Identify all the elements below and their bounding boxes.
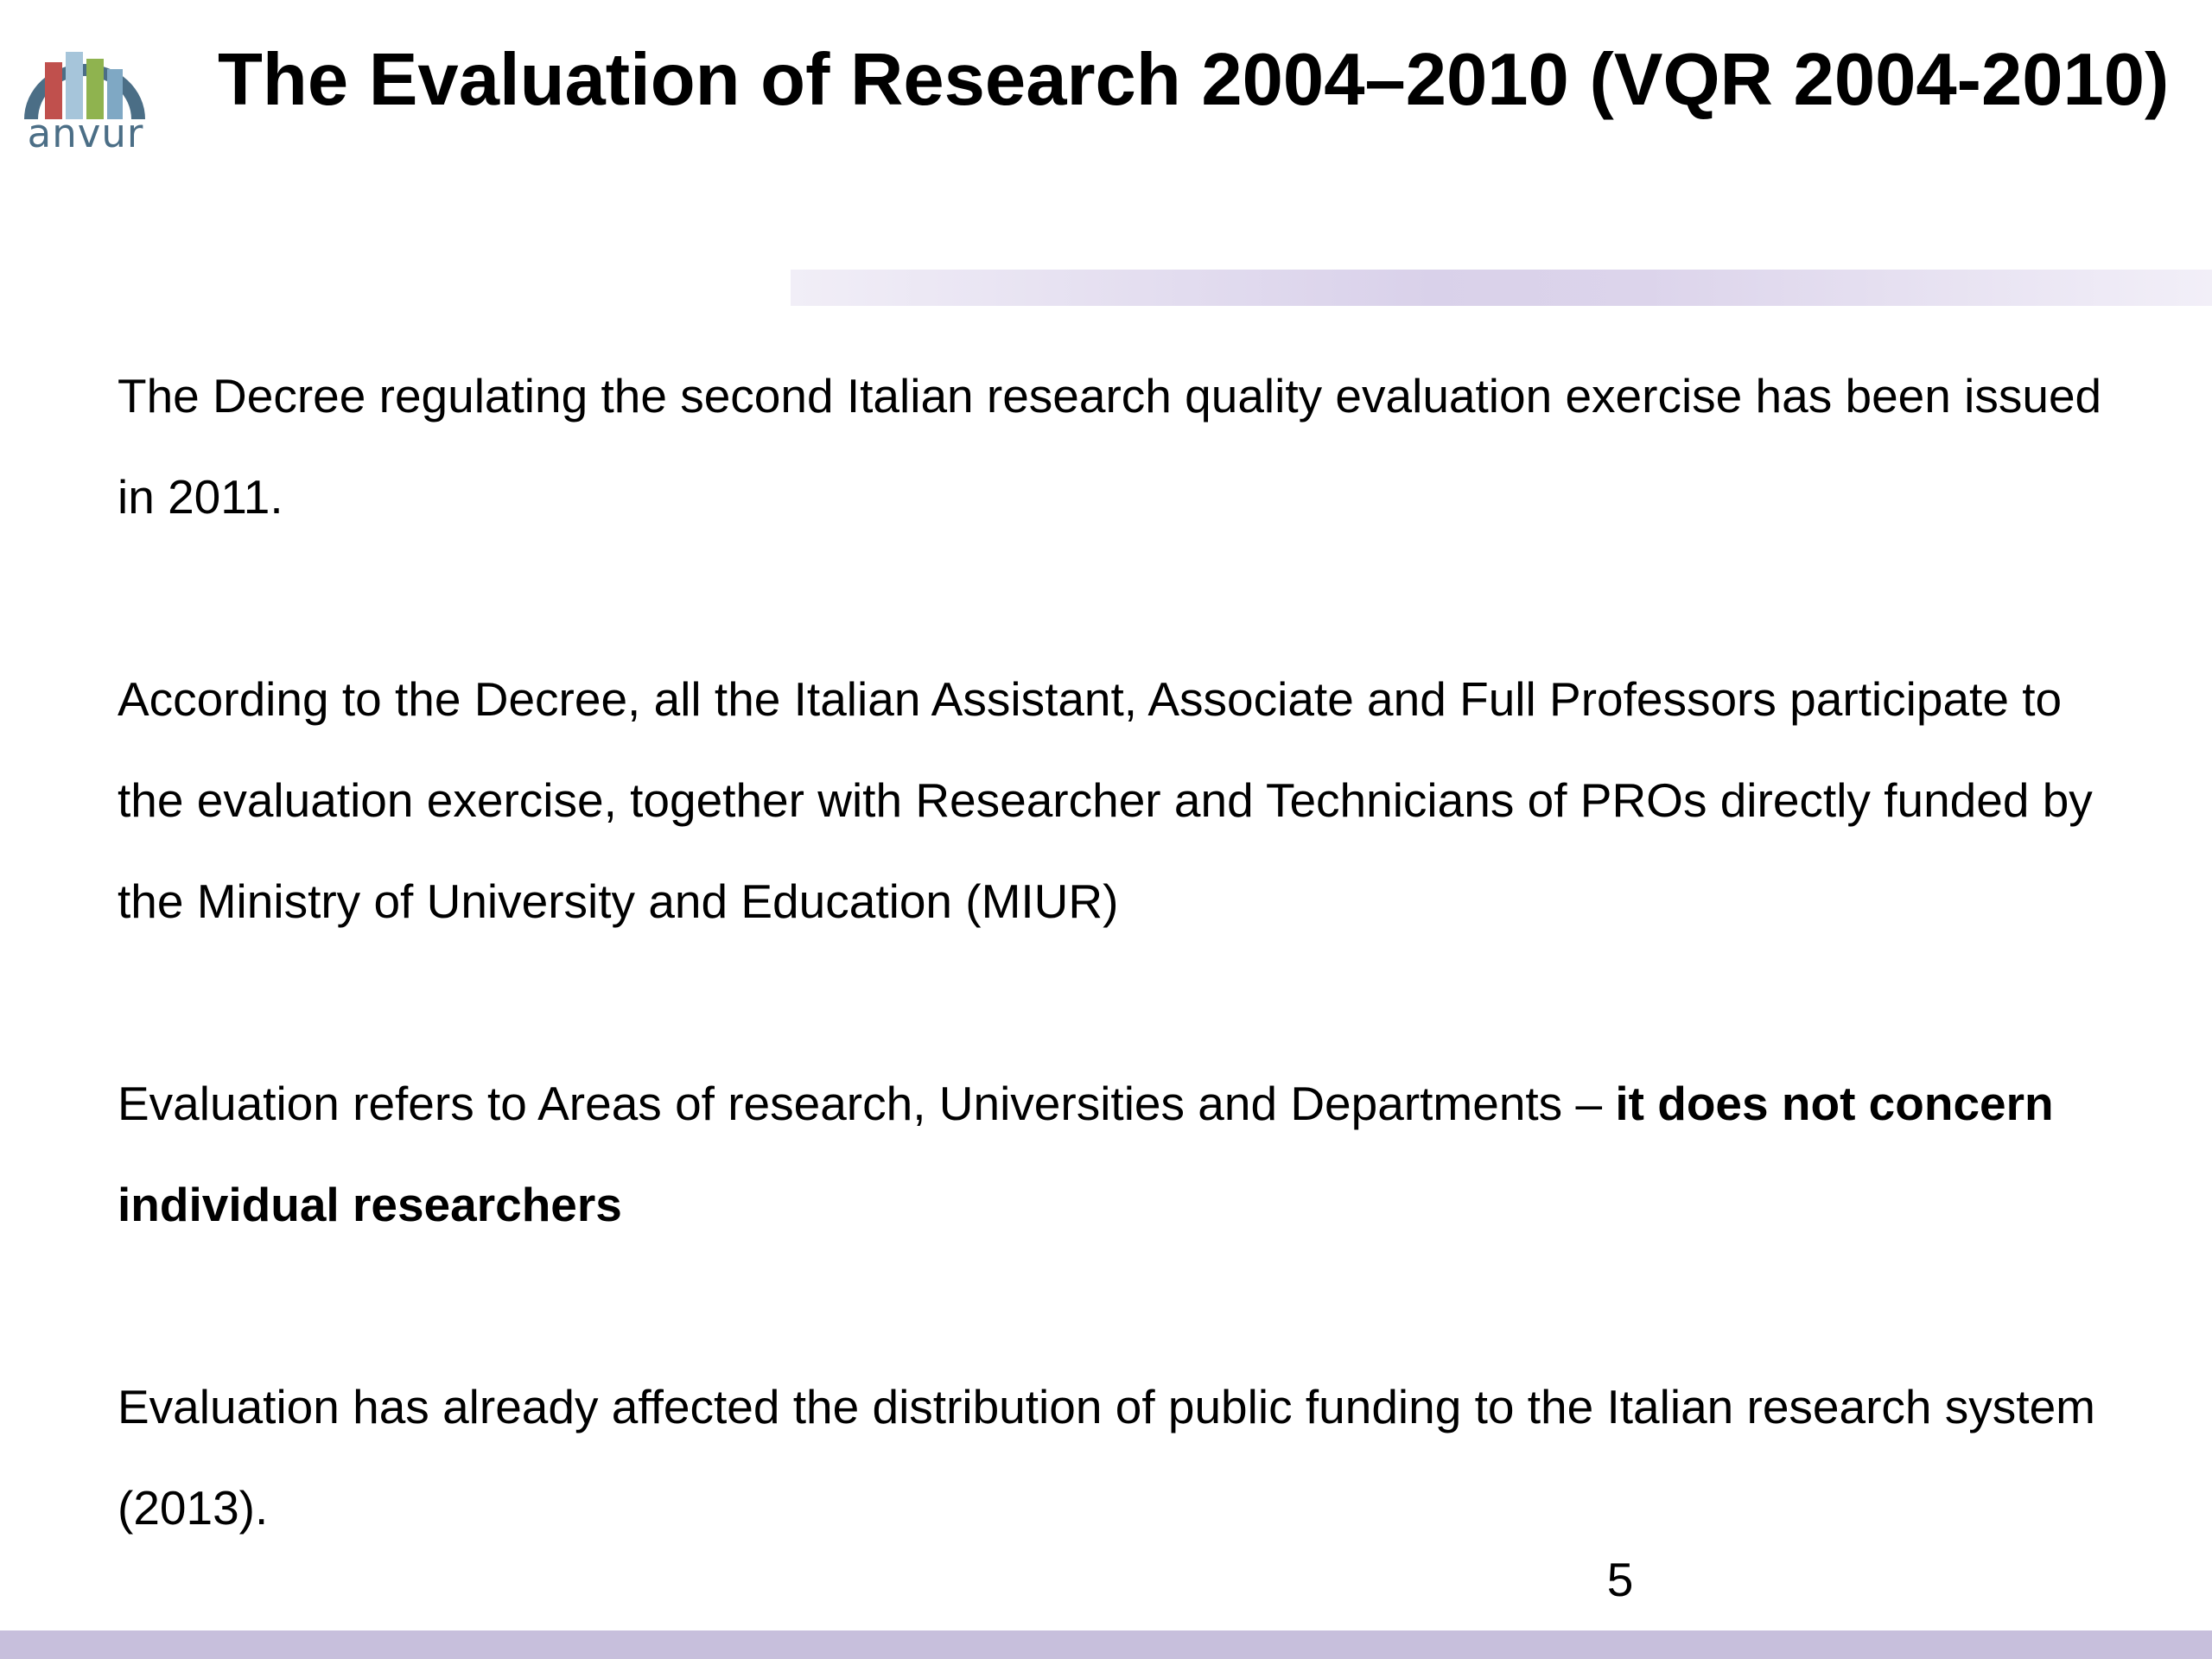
- evaluation-scope-emphasis: it does not concern individual researchers: [118, 1077, 2054, 1231]
- footer-bar: [0, 1630, 2212, 1659]
- slide-title: The Evaluation of Research 2004–2010 (VQR 2004-2010): [218, 39, 2170, 121]
- logo-wordmark: anvur: [27, 111, 144, 156]
- page-number: 5: [1606, 1553, 1634, 1606]
- evaluation-scope-text: Evaluation refers to Areas of research, Universities and Departments –: [118, 1077, 1616, 1130]
- paragraph-funding: Evaluation has already affected the distribution of public funding to the Italian research system (2013).: [118, 1380, 2095, 1535]
- slide-body: [118, 346, 2139, 1559]
- paragraph-decree: The Decree regulating the second Italian research quality evaluation exercise has been issued in 2011.: [118, 369, 2102, 524]
- anvur-logo: [12, 43, 159, 164]
- title-underline-bar: [791, 270, 2212, 306]
- paragraph-participants: According to the Decree, all the Italian Assistant, Associate and Full Professors participate to the evaluation exercise, together with Researcher and Technicians of PROs directly funded by the Ministry of University and Education (MIUR): [118, 672, 2093, 928]
- anvur-logo-icon: [12, 43, 159, 121]
- paragraph-evaluation-scope: [118, 1053, 2139, 1255]
